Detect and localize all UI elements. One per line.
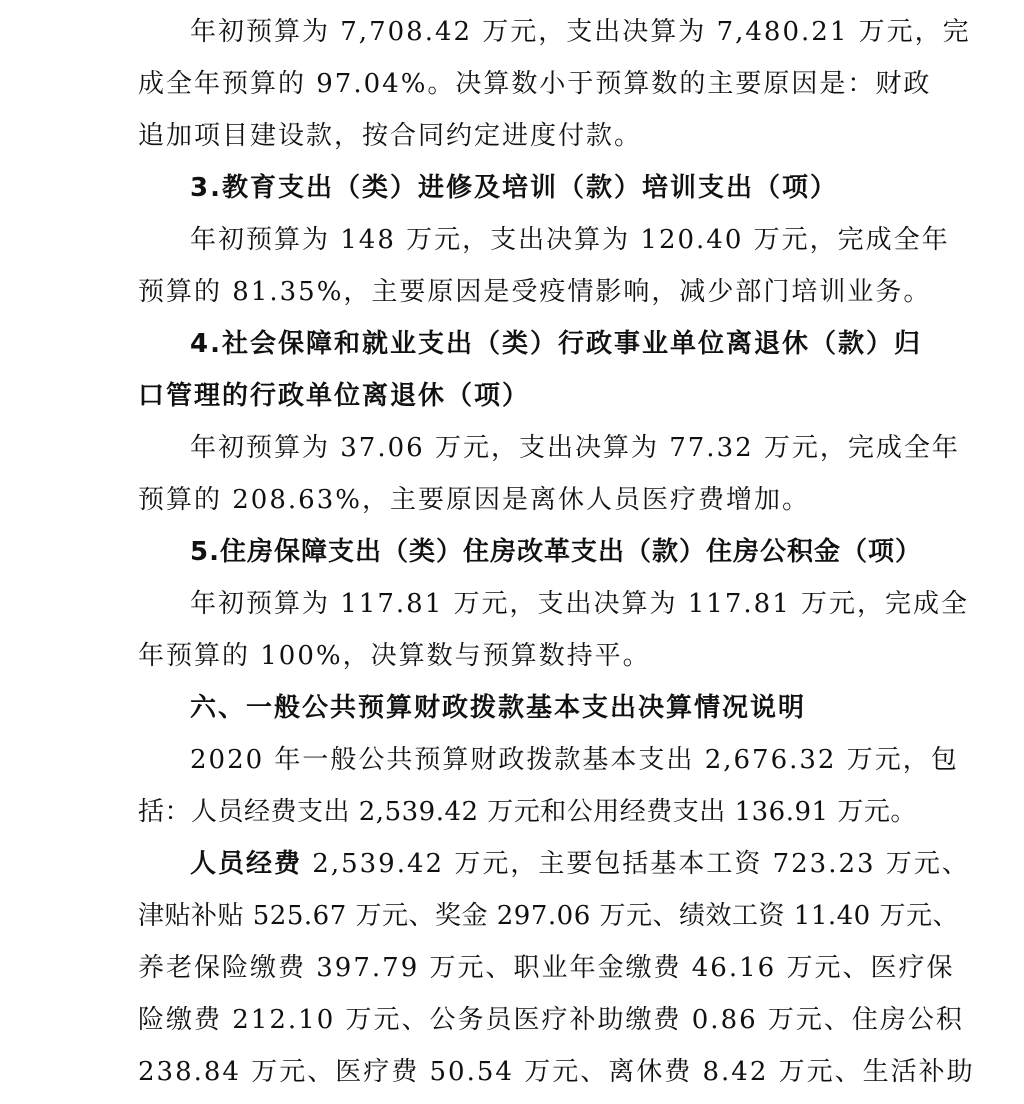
paragraph-line: 年预算的 100%，决算数与预算数持平。 <box>138 641 651 671</box>
section-heading-4: 4.社会保障和就业支出（类）行政事业单位离退休（款）归 <box>190 329 922 359</box>
paragraph-text: 2,539.42 万元，主要包括基本工资 723.23 万元、 <box>302 849 970 879</box>
paragraph-line: 括：人员经费支出 2,539.42 万元和公用经费支出 136.91 万元。 <box>138 797 917 827</box>
paragraph-line: 年初预算为 117.81 万元，支出决算为 117.81 万元，完成全 <box>190 589 970 619</box>
paragraph-line: 追加项目建设款，按合同约定进度付款。 <box>138 121 643 151</box>
paragraph-line: 年初预算为 37.06 万元，支出决算为 77.32 万元，完成全年 <box>190 433 960 463</box>
paragraph-line: 成全年预算的 97.04%。决算数小于预算数的主要原因是：财政 <box>138 69 932 99</box>
paragraph-line: 津贴补贴 525.67 万元、奖金 297.06 万元、绩效工资 11.40 万元、 <box>138 901 959 931</box>
personnel-expense-label: 人员经费 <box>190 849 303 879</box>
paragraph-line: 养老保险缴费 397.79 万元、职业年金缴费 46.16 万元、医疗保 <box>138 953 955 983</box>
paragraph-line: 年初预算为 7,708.42 万元，支出决算为 7,480.21 万元，完 <box>190 17 971 47</box>
paragraph-line <box>190 846 970 882</box>
section-heading-3: 3.教育支出（类）进修及培训（款）培训支出（项） <box>190 173 838 203</box>
paragraph-line: 2020 年一般公共预算财政拨款基本支出 2,676.32 万元，包 <box>190 745 959 775</box>
paragraph-line: 预算的 208.63%，主要原因是离休人员医疗费增加。 <box>138 485 810 515</box>
paragraph-line: 险缴费 212.10 万元、公务员医疗补助缴费 0.86 万元、住房公积 <box>138 1005 964 1035</box>
paragraph-line: 预算的 81.35%，主要原因是受疫情影响，减少部门培训业务。 <box>138 277 932 307</box>
section-heading-6: 六、一般公共预算财政拨款基本支出决算情况说明 <box>190 693 807 723</box>
section-heading-5: 5.住房保障支出（类）住房改革支出（款）住房公积金（项） <box>190 537 922 567</box>
paragraph-line: 年初预算为 148 万元，支出决算为 120.40 万元，完成全年 <box>190 225 950 255</box>
paragraph-line: 238.84 万元、医疗费 50.54 万元、离休费 8.42 万元、生活补助 <box>138 1057 975 1087</box>
section-heading-4-cont: 口管理的行政单位离退休（项） <box>138 381 531 411</box>
